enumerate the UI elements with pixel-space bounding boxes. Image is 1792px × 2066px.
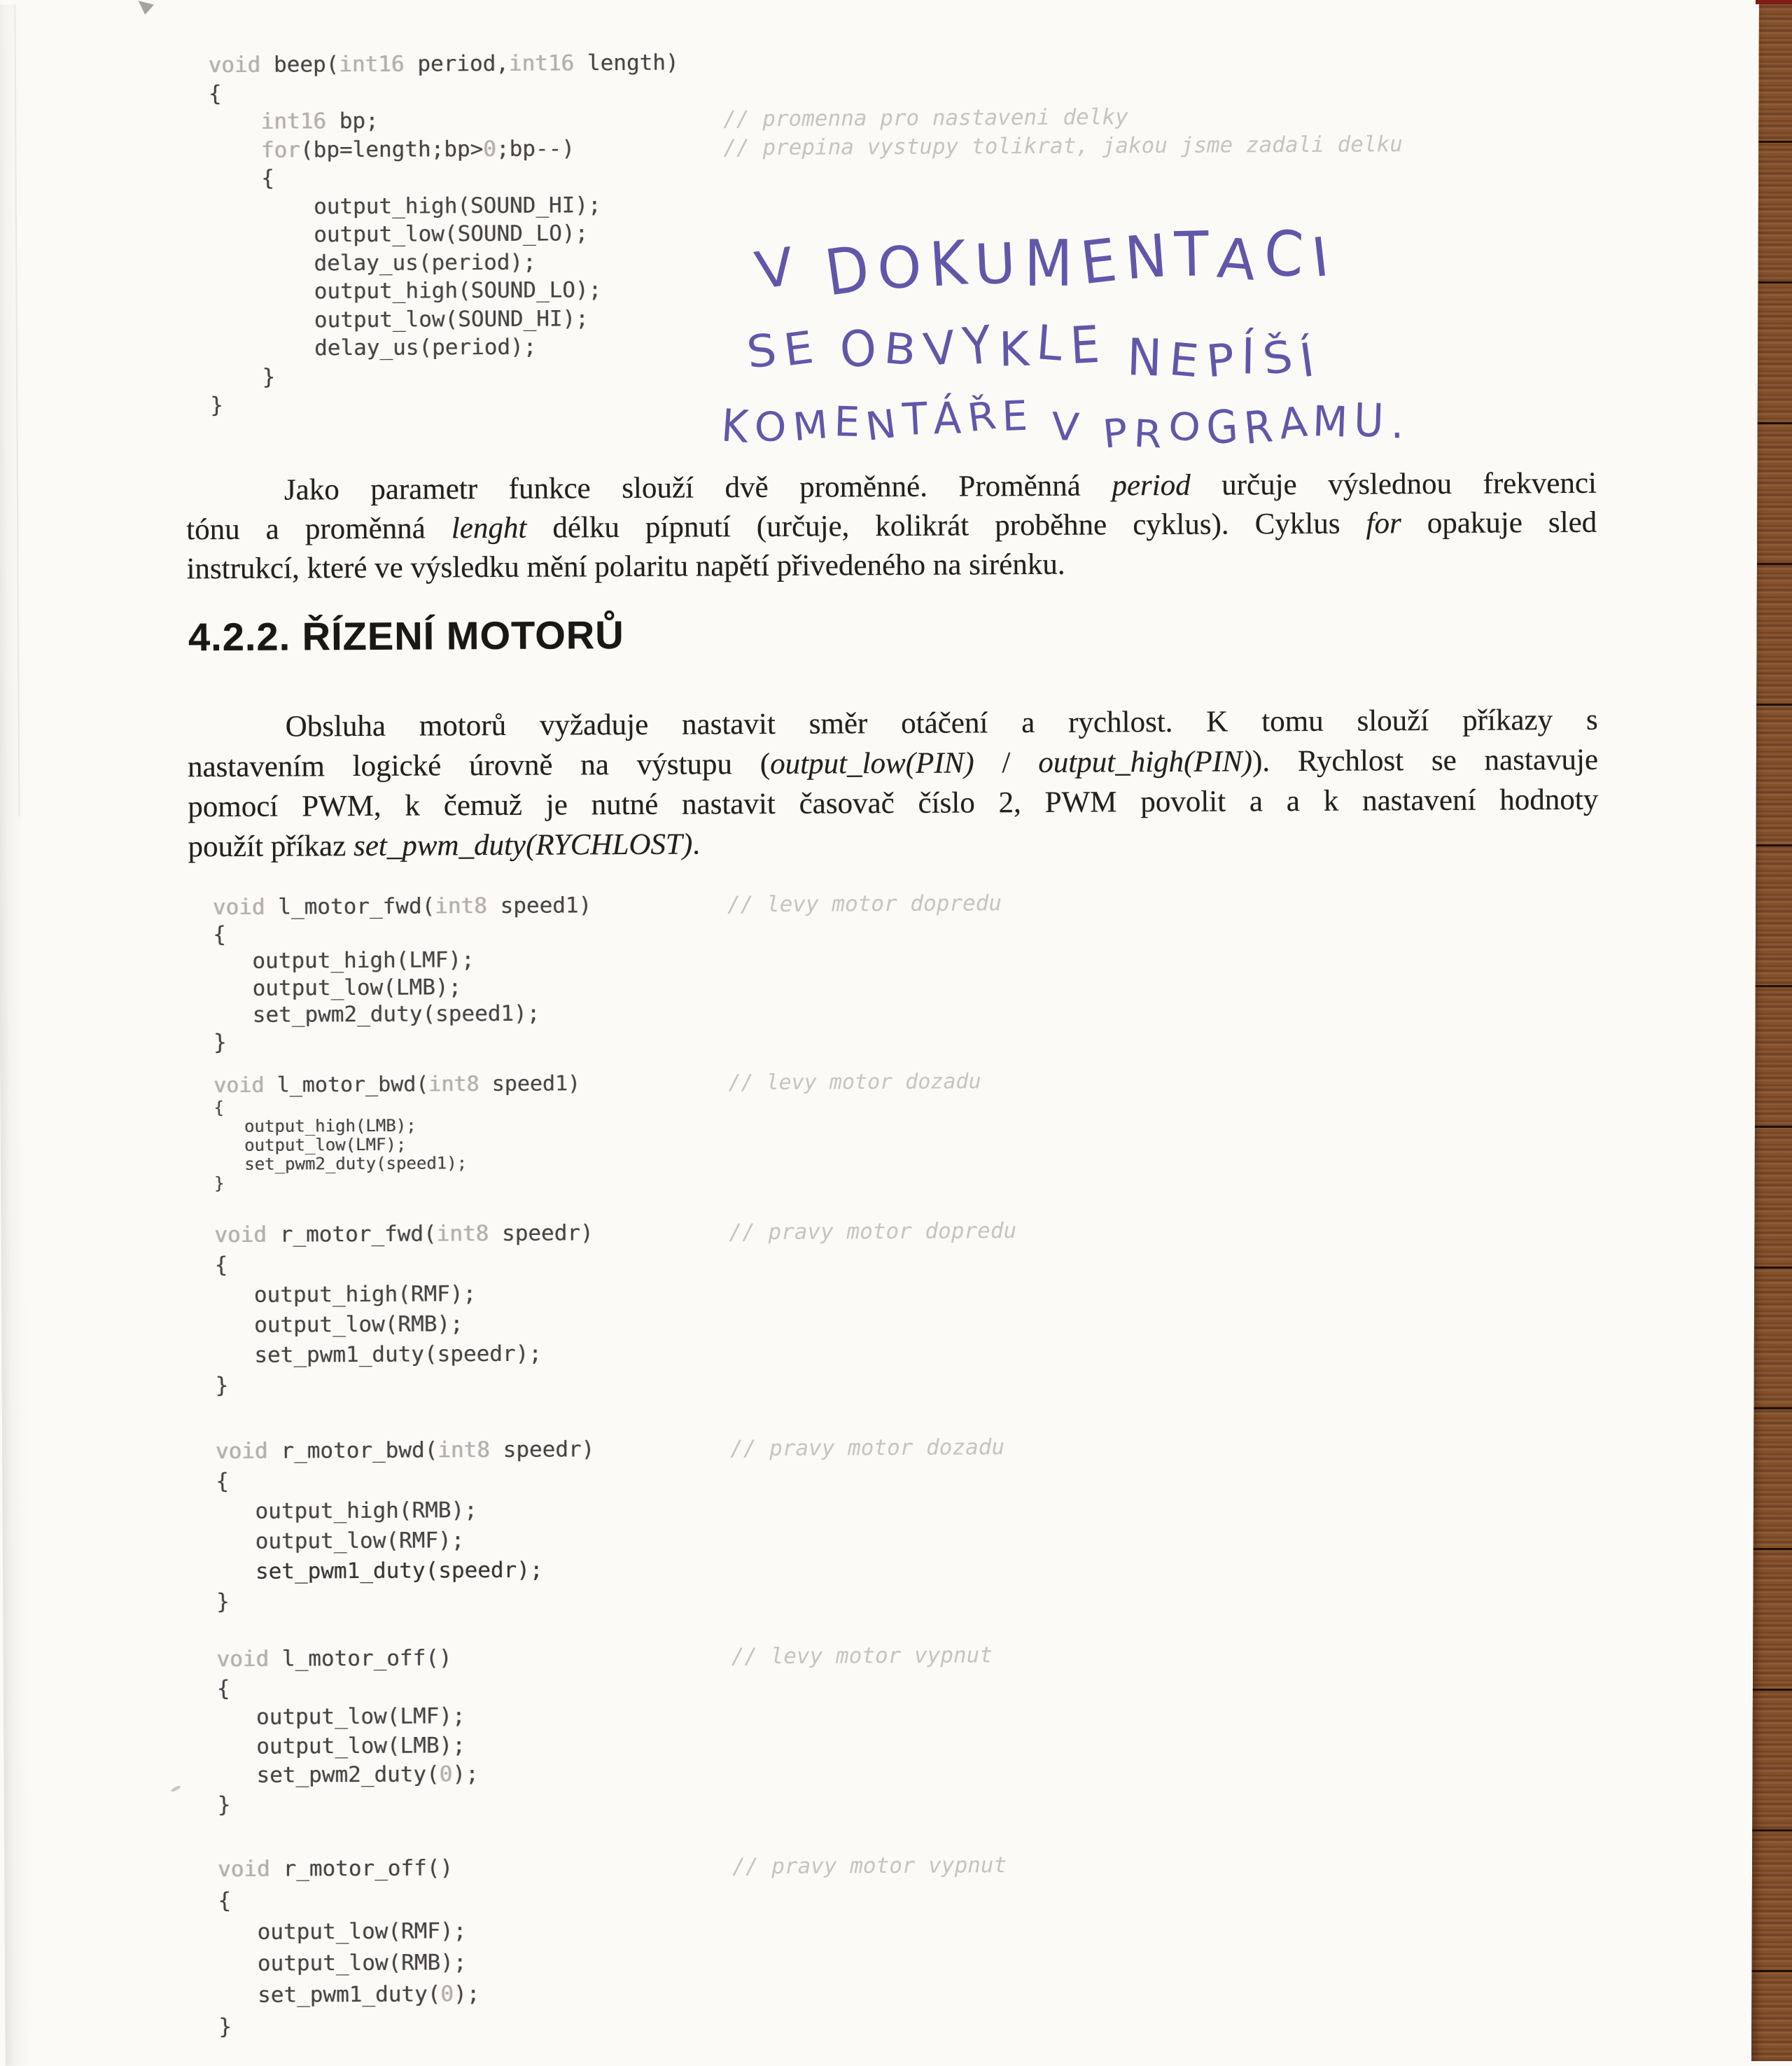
code-line: output_low(RMB); xyxy=(218,1950,467,1977)
code-line: void beep(int16 period,int16 length) xyxy=(208,50,679,78)
code-block-r-motor-bwd xyxy=(216,1435,1005,1617)
paragraph-line: použít příkaz set_pwm_duty(RYCHLOST). xyxy=(188,828,701,864)
code-line: output_high(LMB); xyxy=(214,1115,416,1137)
code-line: { xyxy=(208,81,222,106)
handwritten-note-line-2: SE OBVYKLE NEPÍŠÍ xyxy=(744,314,1325,389)
code-line: } xyxy=(210,364,276,390)
code-line: output_low(SOUND_LO); xyxy=(209,221,589,249)
code-comment: // levy motor dozadu xyxy=(728,1069,981,1096)
code-line: } xyxy=(213,1029,227,1055)
code-block-l-motor-bwd xyxy=(214,1069,981,1194)
code-line: output_low(RMB); xyxy=(215,1311,463,1339)
handwritten-note-line-1: V DOKUMENTACI xyxy=(751,217,1340,311)
code-line: set_pwm2_duty(0); xyxy=(217,1761,479,1789)
code-line: { xyxy=(214,1252,228,1278)
code-line: { xyxy=(216,1468,230,1495)
code-comment: // pravy motor dopredu xyxy=(729,1218,1017,1245)
scan-artifact-mark-icon xyxy=(136,1,154,16)
code-line: { xyxy=(214,1098,225,1118)
code-line: void r_motor_bwd(int8 speedr) // pravy motor dozadu xyxy=(216,1435,594,1467)
code-line: void l_motor_fwd(int8 speed1) // levy motor dopredu xyxy=(212,891,1002,921)
code-line: { xyxy=(218,1887,232,1914)
code-line: output_high(SOUND_HI); xyxy=(209,192,601,220)
code-line: output_low(LMF); xyxy=(214,1134,407,1156)
paragraph-line: instrukcí, které ve výsledku mění polaritu napětí přivedeného na sirénku. xyxy=(186,547,1065,586)
code-block-l-motor-fwd xyxy=(212,891,1002,1056)
paragraph-line: Jako parametr funkce slouží dvě proměnné. Proměnná period určuje výslednou frekvenci xyxy=(284,466,1597,507)
code-line: int16 bp; // promenna pro nastaveni delky xyxy=(260,104,1128,134)
code-line: output_high(RMB); xyxy=(216,1498,477,1525)
code-comment: // levy motor vypnut xyxy=(731,1642,993,1670)
code-line: } xyxy=(214,1173,225,1194)
code-line: output_low(RMF); xyxy=(216,1528,465,1555)
code-comment: // pravy motor vypnut xyxy=(732,1852,1007,1880)
code-block-r-motor-fwd xyxy=(214,1218,1017,1401)
code-comment: // levy motor dopredu xyxy=(727,891,1002,918)
code-line: set_pwm1_duty(speedr); xyxy=(215,1341,542,1369)
code-line: set_pwm2_duty(speed1); xyxy=(214,1153,468,1175)
section-heading: 4.2.2. ŘÍZENÍ MOTORŮ xyxy=(188,613,624,659)
code-line: output_low(SOUND_HI); xyxy=(209,305,589,333)
paragraph-beep-description xyxy=(186,464,1597,589)
paragraph-line: tónu a proměnná lenght délku pípnutí (určuje, kolikrát proběhne cyklus). Cyklus for opakuje sled xyxy=(186,505,1597,547)
code-line: } xyxy=(216,1589,230,1615)
paragraph-motor-description xyxy=(188,700,1599,867)
code-line: set_pwm1_duty(speedr); xyxy=(216,1557,543,1585)
code-comment: // pravy motor dozadu xyxy=(730,1435,1005,1462)
paragraph-line: nastavením logické úrovně na výstupu (output_low(PIN) / output_high(PIN)). Rychlost se nastavuje xyxy=(187,743,1599,784)
code-line: output_high(RMF); xyxy=(214,1281,477,1308)
code-line: } xyxy=(210,393,224,419)
code-line: { xyxy=(213,921,227,947)
code-block-l-motor-off xyxy=(216,1642,993,1820)
code-line: } xyxy=(218,2013,232,2040)
code-line: for(bp=length;bp>0;bp--) // prepina vystupy tolikrat, jakou jsme zadali delku xyxy=(260,131,1403,163)
code-line: set_pwm1_duty(0); xyxy=(218,1981,480,2009)
code-line: output_high(LMF); xyxy=(213,947,475,975)
code-line: } xyxy=(217,1792,231,1817)
code-line: void r_motor_fwd(int8 speedr) // pravy motor dopredu xyxy=(214,1218,593,1250)
code-line: output_low(RMF); xyxy=(218,1918,467,1946)
code-comment: // prepina vystupy tolikrat, jakou jsme zadali delku xyxy=(723,131,1403,160)
code-block-r-motor-off xyxy=(218,1852,1007,2043)
code-line: output_high(SOUND_LO); xyxy=(209,277,602,305)
code-line: delay_us(period); xyxy=(209,334,537,362)
code-line: void l_motor_off() // levy motor vypnut xyxy=(216,1642,993,1673)
code-line: } xyxy=(215,1373,229,1399)
paragraph-line: pomocí PWM, k čemuž je nutné nastavit časovač číslo 2, PWM povolit a a k nastavení hodnoty xyxy=(188,783,1599,824)
desk-red-object-sliver xyxy=(1756,0,1792,4)
code-line: void l_motor_bwd(int8 speed1) // levy motor dozadu xyxy=(214,1069,981,1098)
code-line: output_low(LMB); xyxy=(217,1732,466,1759)
code-comment: // promenna pro nastaveni delky xyxy=(723,104,1128,132)
code-line: { xyxy=(209,165,275,192)
handwritten-note-line-3: KOMENTÁŘE V PROGRAMU. xyxy=(720,391,1410,458)
paragraph-line: Obsluha motorů vyžaduje nastavit směr otáčení a rychlost. K tomu slouží příkazy s xyxy=(285,703,1598,744)
code-line: output_low(LMF); xyxy=(217,1703,465,1731)
code-line: void r_motor_off() // pravy motor vypnut xyxy=(218,1852,479,1885)
code-line: set_pwm2_duty(speed1); xyxy=(213,1000,540,1028)
code-line: { xyxy=(216,1675,230,1701)
code-line: output_low(LMB); xyxy=(213,974,462,1001)
scan-artifact-smudge xyxy=(170,1785,181,1793)
code-line: delay_us(period); xyxy=(209,249,536,277)
